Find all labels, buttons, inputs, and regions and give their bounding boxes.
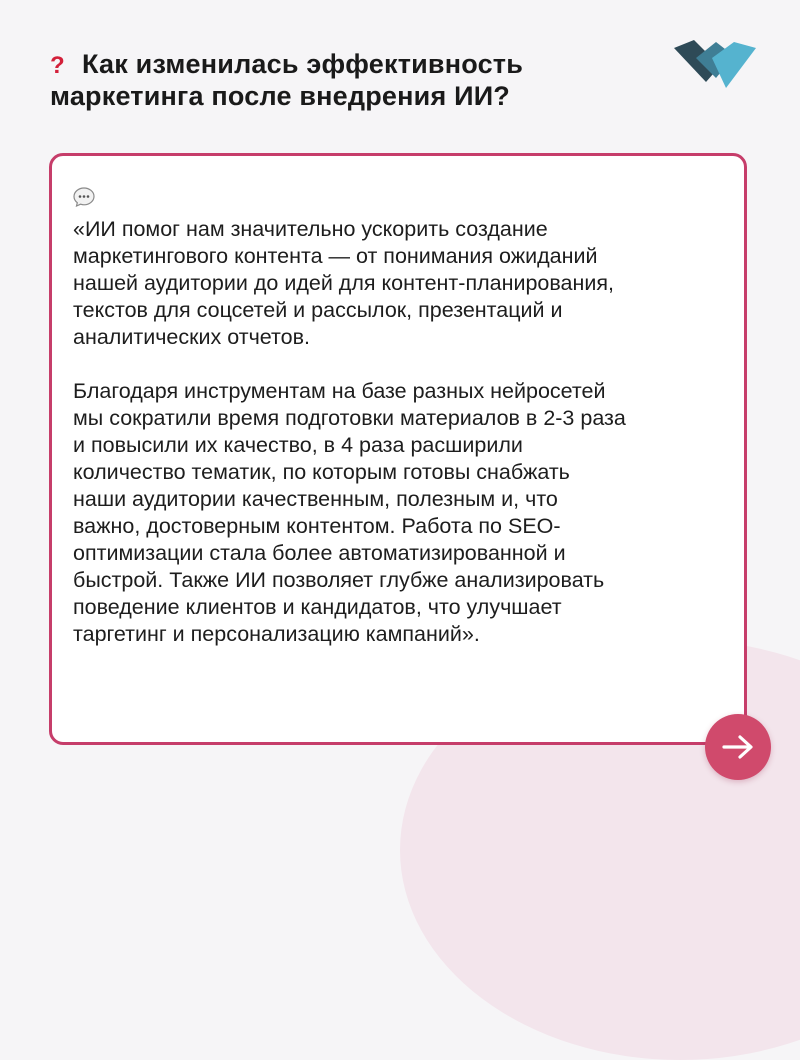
quote-text [73, 216, 733, 675]
next-button[interactable] [705, 714, 771, 780]
quote-card [49, 153, 747, 745]
arrow-right-icon [721, 734, 755, 760]
header [50, 48, 610, 112]
title-line-1: Как изменилась эффективность [82, 49, 524, 79]
quote-paragraph-2: Благодаря инструментам на базе разных нейросетей мы сократили время подготовки материалов в 2-3 раза и повысили их качество, в 4 раза расширили количество тематик, по которым готовы снабжать наши аудитории качественным, полезным и, что важно, достоверным контентом. Работа по SEO- оптимизации стала более автоматизированной и быстрой. Также ИИ позволяет глубже анализировать поведение клиентов и кандидатов, что улучшает таргетинг и персонализацию кампаний». [73, 379, 626, 646]
title-line-2: маркетинга после внедрения ИИ? [50, 81, 511, 111]
question-mark-icon: ? [50, 52, 65, 79]
quote-paragraph-1: «ИИ помог нам значительно ускорить создание маркетингового контента — от понимания ожиданий нашей аудитории до идей для контент-планирования, текстов для соцсетей и рассылок, презентаций и аналитических отчетов. [73, 217, 615, 349]
speech-bubble-icon [73, 187, 95, 207]
page-title [50, 48, 610, 112]
heart-logo-icon [672, 38, 758, 92]
